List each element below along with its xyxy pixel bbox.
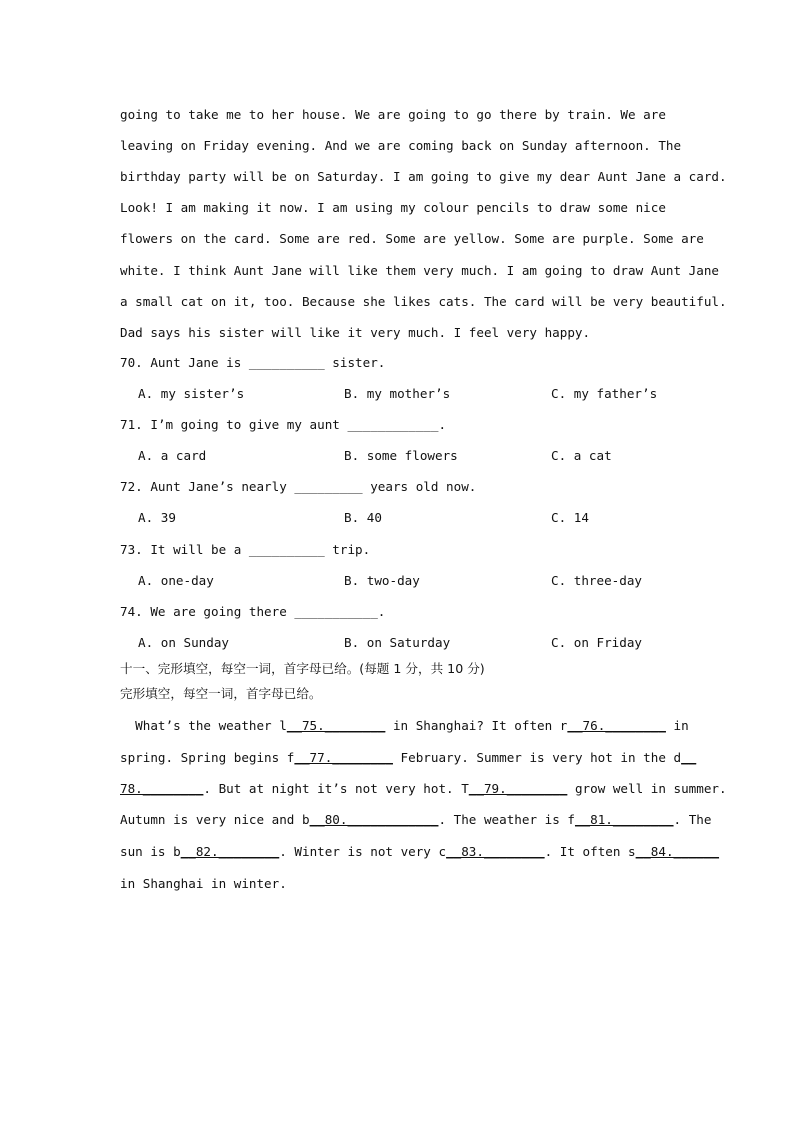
cloze-line xyxy=(120,750,696,766)
option-70-c: C. my father’s xyxy=(551,386,658,401)
cloze-text: What’s the weather l xyxy=(120,718,287,733)
blank-82[interactable]: __82.________ xyxy=(180,844,280,859)
option-70-a: A. my sister’s xyxy=(138,386,245,401)
cloze-text: in Shanghai in winter. xyxy=(120,876,287,891)
cloze-line xyxy=(120,781,727,797)
cloze-text: in Shanghai? It often r xyxy=(385,718,568,733)
blank-84[interactable]: __84.______ xyxy=(635,844,720,859)
cloze-text: . Winter is not very c xyxy=(279,844,447,859)
option-70-b: B. my mother’s xyxy=(344,386,451,401)
cloze-line xyxy=(120,844,719,860)
cloze-line xyxy=(120,876,287,892)
cloze-text: February. Summer is very hot in the d xyxy=(392,750,682,765)
option-71-c: C. a cat xyxy=(551,448,612,463)
option-73-c: C. three-day xyxy=(551,573,642,588)
passage-line: going to take me to her house. We are going to go there by train. We are xyxy=(120,107,666,122)
blank-77[interactable]: __77.________ xyxy=(294,750,393,765)
option-72-c: C. 14 xyxy=(551,510,589,525)
cloze-text: grow well in summer. xyxy=(567,781,727,796)
option-74-c: C. on Friday xyxy=(551,635,642,650)
cloze-text: sun is b xyxy=(120,844,181,859)
cloze-text: in xyxy=(665,718,689,733)
passage-line: a small cat on it, too. Because she likes cats. The card will be very beautiful. xyxy=(120,294,727,309)
passage-line: Dad says his sister will like it very much. I feel very happy. xyxy=(120,325,591,340)
passage-line: leaving on Friday evening. And we are coming back on Sunday afternoon. The xyxy=(120,138,682,153)
cloze-text: spring. Spring begins f xyxy=(120,750,295,765)
cloze-line xyxy=(120,812,711,828)
cloze-line xyxy=(120,718,689,734)
section-instruction: 完形填空，每空一词，首字母已给。 xyxy=(120,686,322,701)
question-74: 74. We are going there ___________. xyxy=(120,604,386,619)
cloze-text: . The xyxy=(673,812,712,827)
blank-78[interactable]: 78.________ xyxy=(120,781,204,796)
option-73-b: B. two-day xyxy=(344,573,420,588)
question-71: 71. I’m going to give my aunt ____________. xyxy=(120,417,447,432)
blank-79[interactable]: __79.________ xyxy=(468,781,568,796)
blank-78-start[interactable]: __ xyxy=(681,750,697,765)
option-72-b: B. 40 xyxy=(344,510,382,525)
passage-line: birthday party will be on Saturday. I am going to give my dear Aunt Jane a card. xyxy=(120,169,727,184)
passage-line: Look! I am making it now. I am using my colour pencils to draw some nice xyxy=(120,200,666,215)
blank-81[interactable]: __81.________ xyxy=(574,812,674,827)
option-72-a: A. 39 xyxy=(138,510,176,525)
option-73-a: A. one-day xyxy=(138,573,214,588)
passage-line: flowers on the card. Some are red. Some are yellow. Some are purple. Some are xyxy=(120,231,704,246)
option-74-a: A. on Sunday xyxy=(138,635,229,650)
option-71-b: B. some flowers xyxy=(344,448,458,463)
option-74-b: B. on Saturday xyxy=(344,635,451,650)
passage-line: white. I think Aunt Jane will like them very much. I am going to draw Aunt Jane xyxy=(120,263,719,278)
cloze-text: Autumn is very nice and b xyxy=(120,812,310,827)
blank-76[interactable]: __76.________ xyxy=(567,718,666,733)
cloze-text: . But at night it’s not very hot. T xyxy=(203,781,469,796)
question-70: 70. Aunt Jane is __________ sister. xyxy=(120,355,386,370)
blank-80[interactable]: __80.____________ xyxy=(309,812,439,827)
question-72: 72. Aunt Jane’s nearly _________ years old now. xyxy=(120,479,477,494)
cloze-text: . The weather is f xyxy=(438,812,575,827)
section-title: 十一、完形填空，每空一词，首字母已给。(每题 1 分，共 10 分) xyxy=(120,661,485,676)
cloze-text: . It often s xyxy=(544,844,636,859)
blank-75[interactable]: __75.________ xyxy=(286,718,386,733)
option-71-a: A. a card xyxy=(138,448,207,463)
blank-83[interactable]: __83.________ xyxy=(446,844,545,859)
question-73: 73. It will be a __________ trip. xyxy=(120,542,371,557)
